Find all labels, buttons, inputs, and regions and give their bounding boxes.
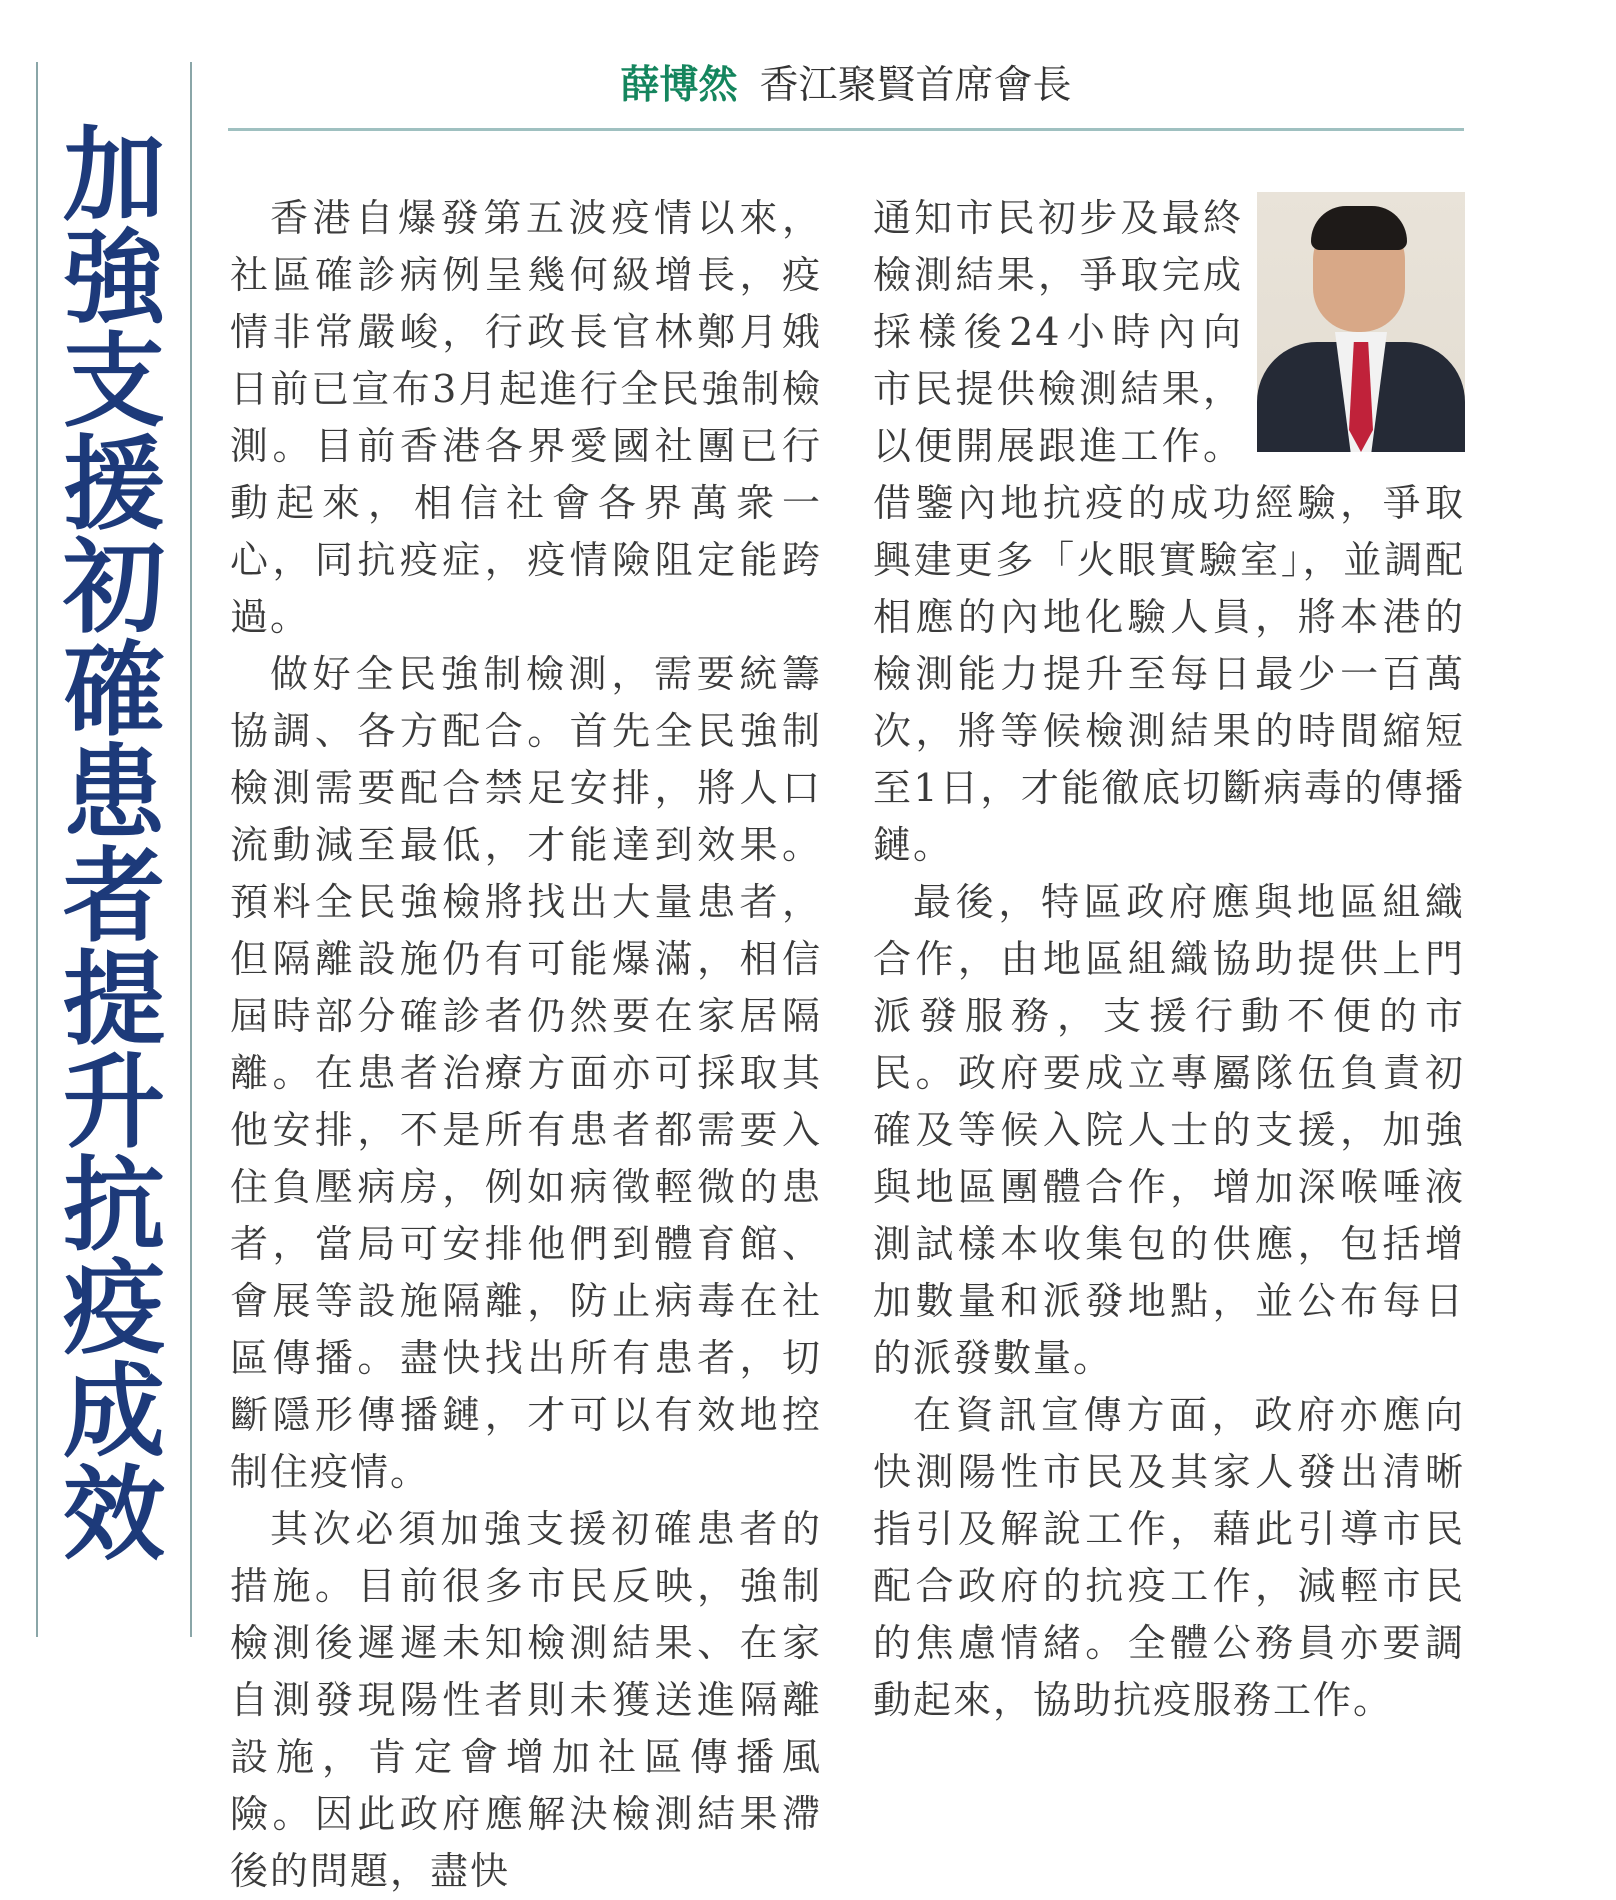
left-rule — [36, 62, 38, 1637]
author-name: 薛博然 — [620, 63, 738, 108]
paragraph: 最後，特區政府應與地區組織合作，由地區組織協助提供上門派發服務，支援行動不便的市民。政府要成立專屬隊伍負責初確及等候入院人士的支援，加強與地區團體合作，增加深喉唾液測試樣本收集包的供應，包括增加數量和派發地點，並公布每日的派發數量。 — [873, 880, 1465, 1380]
paragraph: 通知市民初步及最終檢測結果，爭取完成採樣後24小時內向市民提供檢測結果，以便開展跟進工作。借鑒內地抗疫的成功經驗，爭取興建更多「火眼實驗室」，並調配相應的內地化驗人員，將本港的檢測能力提升至每日最少一百萬次，將等候檢測結果的時間縮短至1日，才能徹底切斷病毒的傳播鏈。 — [873, 196, 1465, 867]
paragraph: 在資訊宣傳方面，政府亦應向快測陽性市民及其家人發出清晰指引及解說工作，藉此引導市民配合政府的抗疫工作，減輕市民的焦慮情緒。全體公務員亦要調動起來，協助抗疫服務工作。 — [873, 1393, 1465, 1722]
author-portrait-photo — [1257, 192, 1465, 452]
header-rule — [228, 128, 1464, 131]
paragraph: 其次必須加強支援初確患者的措施。目前很多市民反映，強制檢測後遲遲未知檢測結果、在家自測發現陽性者則未獲送進隔離設施，肯定會增加社區傳播風險。因此政府應解決檢測結果滯後的問題，盡快 — [230, 1507, 822, 1893]
author-title: 香江聚賢首席會長 — [759, 63, 1072, 108]
title-rule — [190, 62, 192, 1637]
byline — [230, 56, 1462, 116]
headline: 加強支援初確患者提升抗疫成效 — [63, 117, 165, 1575]
article-column-1 — [230, 190, 822, 1900]
paragraph: 做好全民強制檢測，需要統籌協調、各方配合。首先全民強制檢測需要配合禁足安排，將人口流動減至最低，才能達到效果。預料全民強檢將找出大量患者，但隔離設施仍有可能爆滿，相信屆時部分確診者仍然要在家居隔離。在患者治療方面亦可採取其他安排，不是所有患者都需要入住負壓病房，例如病徵輕微的患者，當局可安排他們到體育館、會展等設施隔離，防止病毒在社區傳播。盡快找出所有患者，切斷隱形傳播鏈，才可以有效地控制住疫情。 — [230, 652, 822, 1494]
paragraph: 香港自爆發第五波疫情以來，社區確診病例呈幾何級增長，疫情非常嚴峻，行政長官林鄭月娥日前已宣布3月起進行全民強制檢測。目前香港各界愛國社團已行動起來，相信社會各界萬衆一心，同抗疫症，疫情險阻定能跨過。 — [230, 196, 822, 639]
article-column-2 — [873, 190, 1465, 1729]
